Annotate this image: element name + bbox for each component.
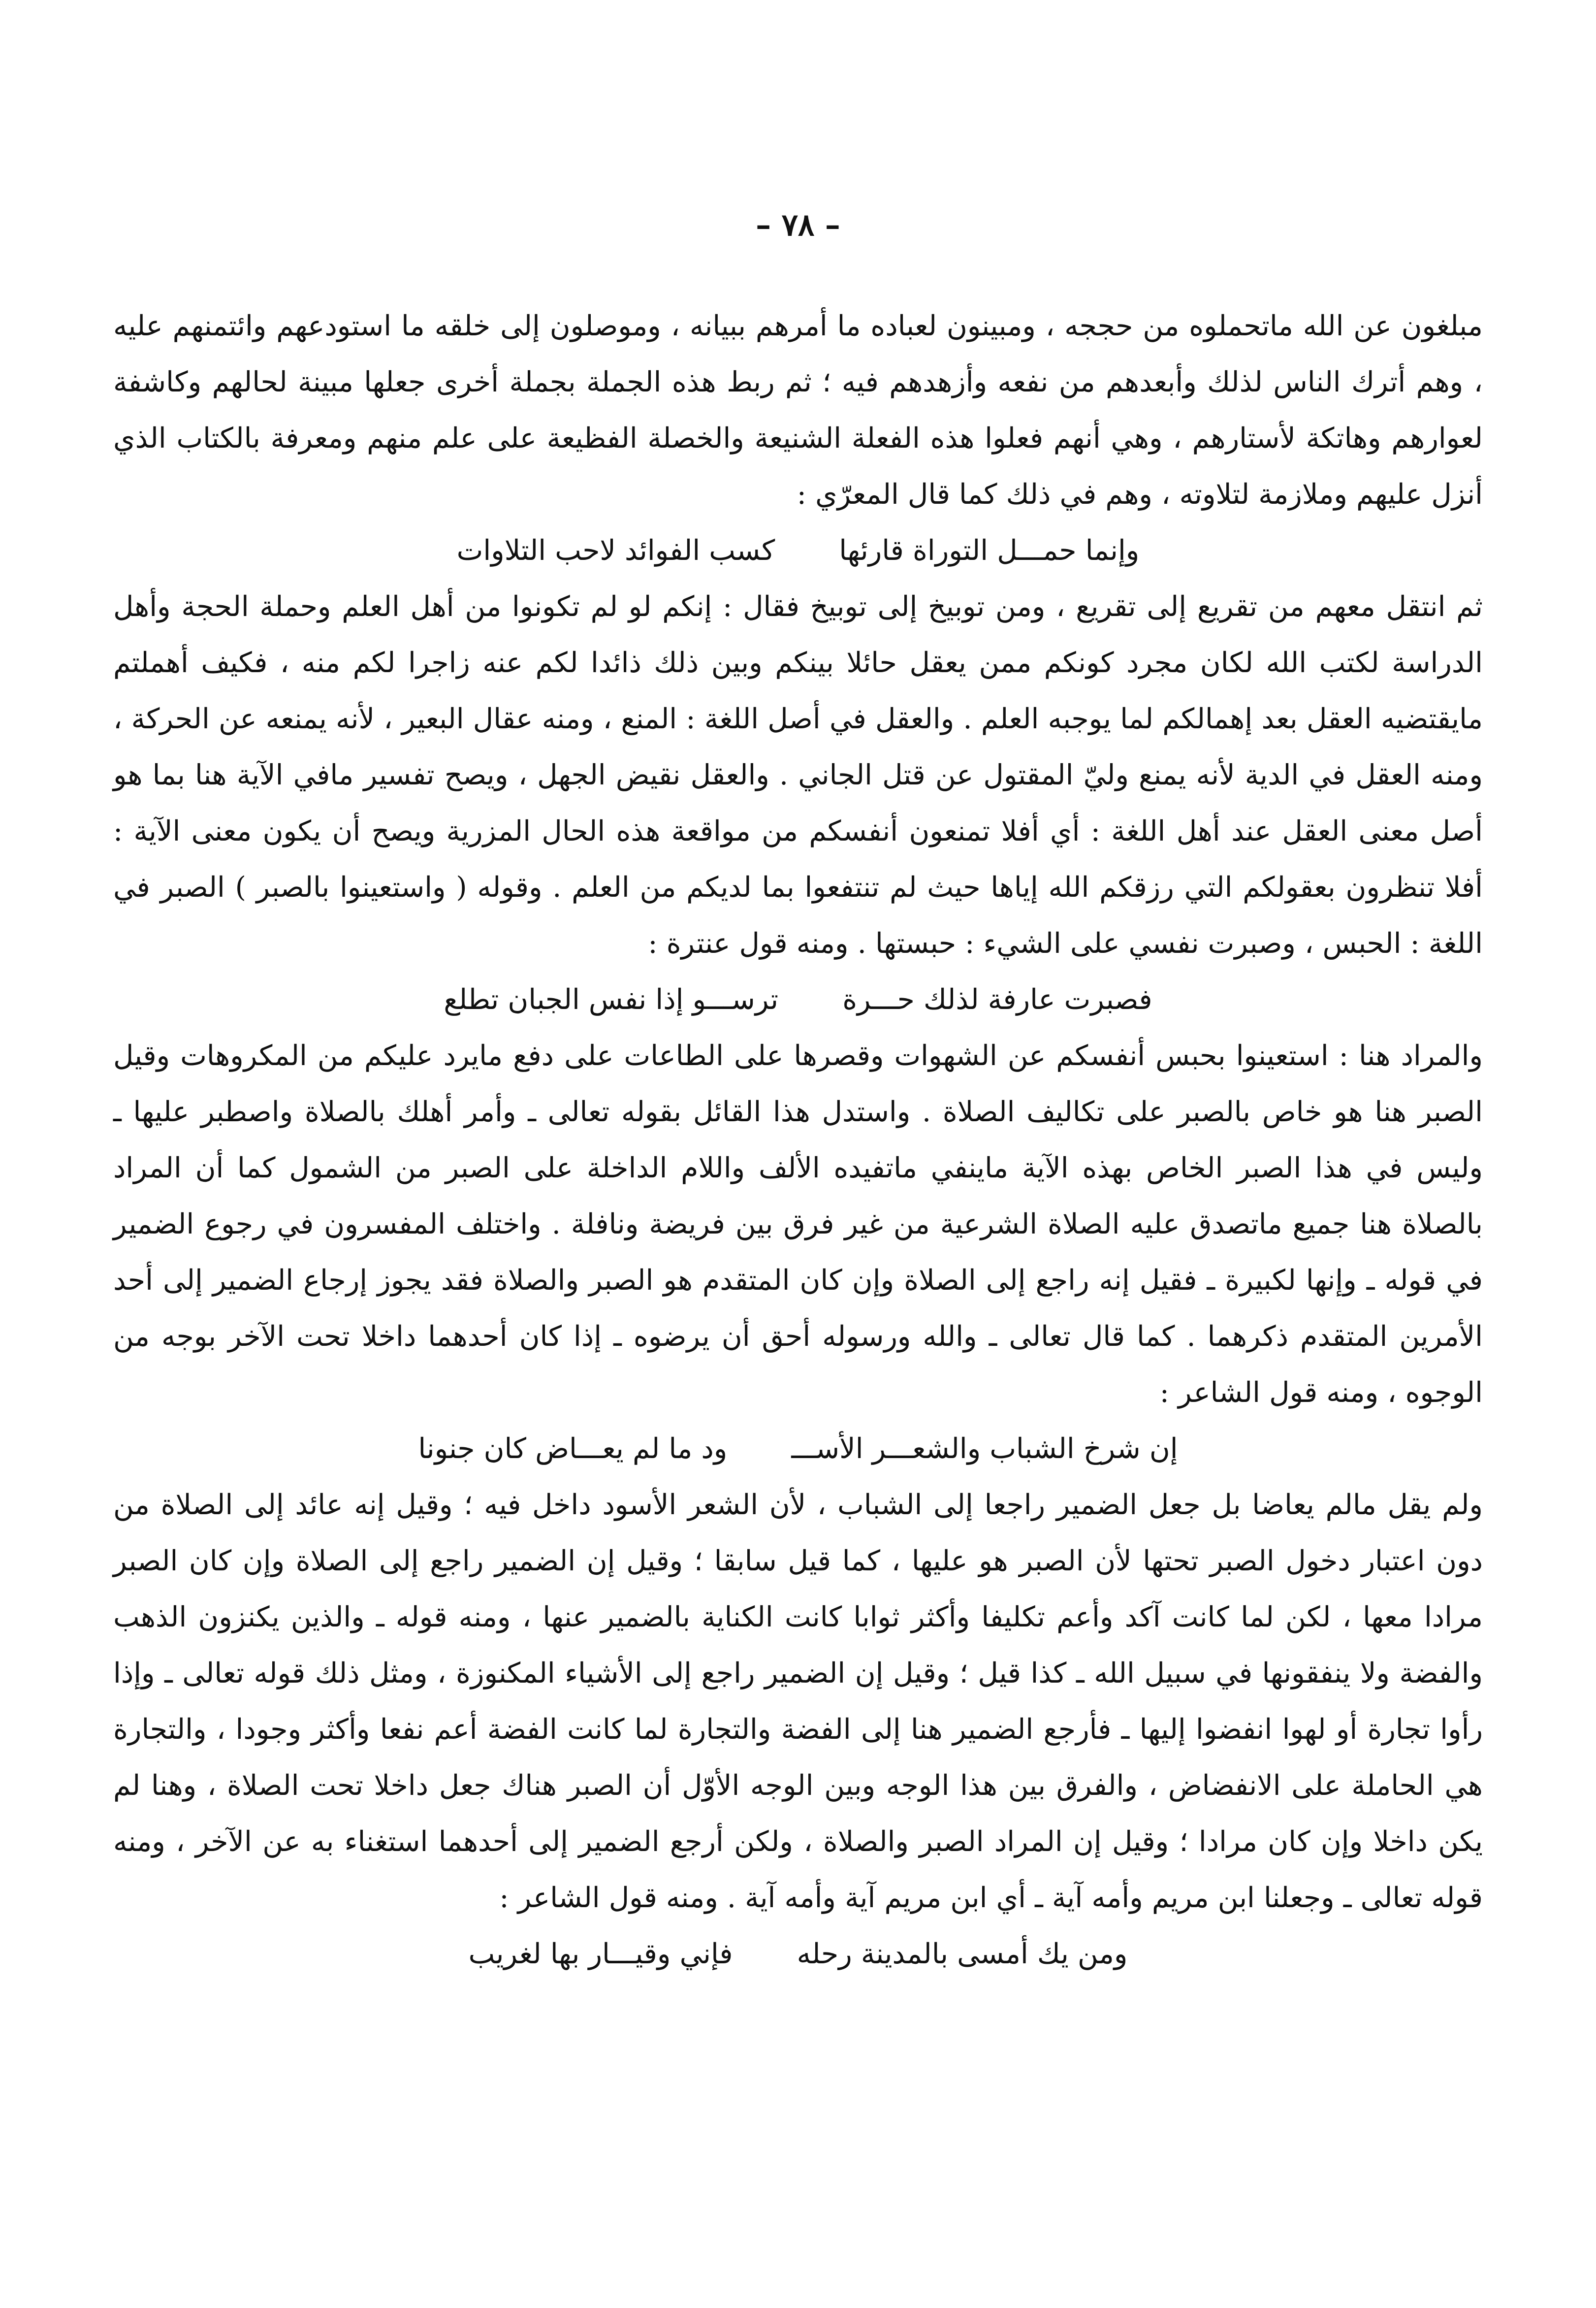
document-page (113, 207, 1483, 2219)
poetry-verse (113, 1926, 1483, 1982)
verse-first-hemistich: فصبرت عارفة لذلك حـــرة (842, 983, 1152, 1016)
paragraph: ثم انتقل معهم من تقريع إلى تقريع ، ومن توبيخ إلى توبيخ فقال : إنكم لو لم تكونوا من أهل العلم وحملة الحجة وأهل الدراسة لكتب الله لكان مجرد كونكم ممن يعقل حائلا بينكم وبين ذلك ذائدا لكم عنه زاجرا لكم منه ، فكيف أهملتم مايقتضيه العقل بعد إهمالكم لما يوجبه العلم . والعقل في أصل اللغة : المنع ، ومنه عقال البعير ، لأنه يمنعه عن الحركة ، ومنه العقل في الدية لأنه يمنع وليّ المقتول عن قتل الجاني . والعقل نقيض الجهل ، ويصح تفسير مافي الآية هنا بما هو أصل معنى العقل عند أهل اللغة : أي أفلا تمنعون أنفسكم من مواقعة هذه الحال المزرية ويصح أن يكون معنى الآية : أفلا تنظرون بعقولكم التي رزقكم الله إياها حيث لم تنتفعوا بما لديكم من العلم . وقوله ( واستعينوا بالصبر ) الصبر في اللغة : الحبس ، وصبرت نفسي على الشيء : حبستها . ومنه قول عنترة : (113, 590, 1483, 960)
paragraph: والمراد هنا : استعينوا بحبس أنفسكم عن الشهوات وقصرها على الطاعات على دفع مايرد عليكم من المكروهات وقيل الصبر هنا هو خاص بالصبر على تكاليف الصلاة . واستدل هذا القائل بقوله تعالى ـ وأمر أهلك بالصلاة واصطبر عليها ـ وليس في هذا الصبر الخاص بهذه الآية ماينفي ماتفيده الألف واللام الداخلة على الصبر من الشمول كما أن المراد بالصلاة هنا جميع ماتصدق عليه الصلاة الشرعية من غير فرق بين فريضة ونافلة . واختلف المفسرون في رجوع الضمير في قوله ـ وإنها لكبيرة ـ فقيل إنه راجع إلى الصلاة وإن كان المتقدم هو الصبر والصلاة فقد يجوز إرجاع الضمير إلى أحد الأمرين المتقدم ذكرهما . كما قال تعالى ـ والله ورسوله أحق أن يرضوه ـ إذا كان أحدهما داخلا تحت الآخر بوجه من الوجوه ، ومنه قول الشاعر : (113, 1040, 1483, 1409)
paragraph: ولم يقل مالم يعاضا بل جعل الضمير راجعا إلى الشباب ، لأن الشعر الأسود داخل فيه ؛ وقيل إنه عائد إلى الصلاة من دون اعتبار دخول الصبر تحتها لأن الصبر هو عليها ، كما قيل سابقا ؛ وقيل إن الضمير راجع إلى الصلاة وإن كان الصبر مرادا معها ، لكن لما كانت آكد وأعم تكليفا وأكثر ثوابا كانت الكناية بالضمير عنها ، ومنه قوله ـ والذين يكنزون الذهب والفضة ولا ينفقونها في سبيل الله ـ كذا قيل ؛ وقيل إن الضمير راجع إلى الأشياء المكنوزة ، ومثل ذلك قوله تعالى ـ وإذا رأوا تجارة أو لهوا انفضوا إليها ـ فأرجع الضمير هنا إلى الفضة والتجارة لما كانت الفضة أعم نفعا وأكثر وجودا ، والتجارة هي الحاملة على الانفضاض ، والفرق بين هذا الوجه وبين الوجه الأوّل أن الصبر هناك جعل داخلا تحت الصلاة ، وهنا لم يكن داخلا وإن كان مرادا ؛ وقيل إن المراد الصبر والصلاة ، ولكن أرجع الضمير إلى أحدهما استغناء به عن الآخر ، ومنه قوله تعالى ـ وجعلنا ابن مريم وأمه آية ـ أي ابن مريم آية وأمه آية . ومنه قول الشاعر : (113, 1489, 1483, 1914)
verse-second-hemistich: كسب الفوائد لاحب التلاوات (456, 534, 775, 567)
verse-first-hemistich: وإنما حمـــل التوراة قارئها (839, 534, 1140, 567)
verse-first-hemistich: إن شرخ الشباب والشعـــر الأســـ (791, 1432, 1178, 1465)
verse-second-hemistich: فإني وقيـــار بها لغريب (468, 1938, 733, 1970)
page-body (113, 298, 1483, 1982)
poetry-verse (113, 522, 1483, 579)
poetry-verse (113, 1421, 1483, 1477)
paragraph: مبلغون عن الله ماتحملوه من حججه ، ومبينون لعباده ما أمرهم ببيانه ، وموصلون إلى خلقه ما استودعهم وائتمنهم عليه ، وهم أترك الناس لذلك وأبعدهم من نفعه وأزهدهم فيه ؛ ثم ربط هذه الجملة بجملة أخرى جعلها مبينة لحالهم وكاشفة لعوارهم وهاتكة لأستارهم ، وهي أنهم فعلوا هذه الفعلة الشنيعة والخصلة الفظيعة على علم منهم ومعرفة بالكتاب الذي أنزل عليهم وملازمة لتلاوته ، وهم في ذلك كما قال المعرّي : (113, 310, 1483, 511)
page-number: – ٧٨ – (756, 207, 840, 243)
verse-second-hemistich: ود ما لم يعـــاض كان جنونا (418, 1432, 728, 1465)
poetry-verse (113, 972, 1483, 1028)
verse-second-hemistich: ترســـو إذا نفس الجبان تطلع (444, 983, 779, 1016)
verse-first-hemistich: ومن يك أمسى بالمدينة رحله (797, 1938, 1128, 1970)
